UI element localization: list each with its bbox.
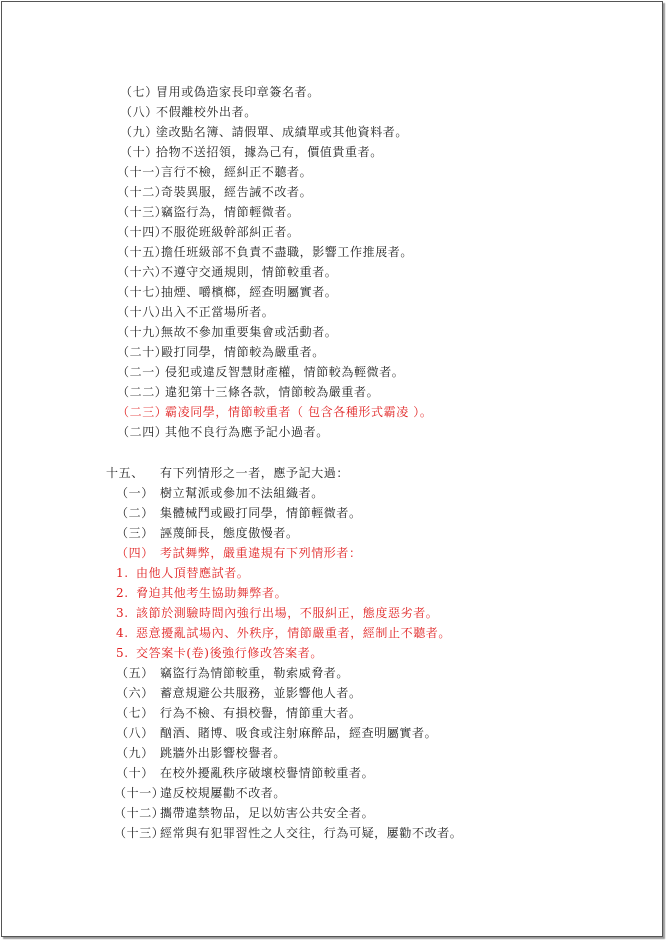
list-item: [116, 503, 362, 523]
list-item: [114, 803, 374, 823]
item-label: （八）: [116, 726, 154, 740]
list-item: [116, 703, 362, 723]
item-label: （二三）: [117, 405, 168, 419]
item-label: （三）: [116, 526, 154, 540]
item-text: 經常與有犯罪習性之人交往，行為可疑，屢勸不改者。: [160, 826, 463, 840]
item-text: 塗改點名簿、請假單、成績單或其他資料者。: [156, 125, 409, 139]
list-item: [120, 82, 320, 102]
list-item: [117, 202, 300, 222]
section-heading: [106, 463, 349, 483]
list-item: [117, 162, 312, 182]
list-item: [117, 222, 300, 242]
item-label: （十一）: [117, 165, 168, 179]
list-item: [120, 142, 383, 162]
item-text: 集體械鬥或毆打同學，情節輕微者。: [160, 506, 362, 520]
item-label: （七）: [116, 706, 154, 720]
item-label: 2.: [116, 586, 129, 600]
item-text: 誣蔑師長，態度傲慢者。: [160, 526, 299, 540]
item-label: （九）: [120, 125, 158, 139]
list-item: [116, 683, 362, 703]
item-label: （八）: [120, 105, 158, 119]
item-label: （十三）: [117, 205, 168, 219]
item-label: （十七）: [117, 285, 168, 299]
list-item: [116, 723, 437, 743]
item-text: 由他人頂替應試者。: [136, 566, 250, 580]
item-text: 該節於測驗時間內強行出場，不服糾正，態度惡劣者。: [136, 606, 439, 620]
list-item: [114, 823, 462, 843]
item-label: （二）: [116, 506, 154, 520]
list-item: [117, 182, 312, 202]
item-label: （十六）: [117, 265, 168, 279]
item-text: 酗酒、賭博、吸食或注射麻醉品，經查明屬實者。: [160, 726, 438, 740]
list-item: [117, 302, 274, 322]
list-item: [117, 242, 413, 262]
item-text: 竊盜行為，情節輕微者。: [161, 205, 300, 219]
item-text: 脅迫其他考生協助舞弊者。: [136, 586, 288, 600]
item-label: （二四）: [117, 425, 168, 439]
item-text: 拾物不送招領，據為己有，價值貴重者。: [156, 145, 383, 159]
item-text: 違犯第十三條各款，情節較為嚴重者。: [165, 385, 380, 399]
item-text: 蓄意規避公共服務，並影響他人者。: [160, 686, 362, 700]
item-text: 不假離校外出者。: [156, 105, 257, 119]
list-item: [117, 382, 379, 402]
item-label: 4.: [116, 626, 129, 640]
item-label: （十三）: [114, 826, 165, 840]
item-text: 違反校規屢勸不改者。: [160, 786, 287, 800]
list-item: [116, 523, 299, 543]
item-label: （十）: [120, 145, 158, 159]
item-label: （五）: [116, 666, 154, 680]
sub-list-item: [116, 643, 323, 663]
list-item: [120, 122, 408, 142]
list-item-highlighted: [117, 402, 432, 422]
list-item: [120, 102, 257, 122]
item-text: 行為不檢、有損校譽，情節重大者。: [160, 706, 362, 720]
list-item: [116, 483, 324, 503]
list-item: [114, 783, 286, 803]
item-label: （十一）: [114, 786, 165, 800]
item-label: （十四）: [117, 225, 168, 239]
item-text: 冒用或偽造家長印章簽名者。: [156, 85, 320, 99]
item-label: （十五）: [117, 245, 168, 259]
item-label: 1.: [116, 566, 129, 580]
list-item: [117, 362, 404, 382]
item-text: 在校外擾亂秩序破壞校譽情節較重者。: [160, 766, 375, 780]
list-item: [116, 763, 374, 783]
item-text: 毆打同學，情節較為嚴重者。: [161, 345, 325, 359]
list-item: [117, 282, 337, 302]
list-item: [117, 422, 329, 442]
item-label: （二一）: [117, 365, 168, 379]
item-text: 考試舞弊，嚴重違規有下列情形者：: [160, 546, 362, 560]
item-label: （六）: [116, 686, 154, 700]
item-text: 交答案卡(卷)後強行修改答案者。: [136, 646, 323, 660]
item-label: （十八）: [117, 305, 168, 319]
sub-list-item: [116, 563, 249, 583]
item-label: （十二）: [117, 185, 168, 199]
heading-label: 十五、: [106, 466, 144, 480]
item-label: （十二）: [114, 806, 165, 820]
item-label: （二十）: [117, 345, 168, 359]
item-label: （七）: [120, 85, 158, 99]
heading-text: 有下列情形之一者，應予記大過：: [160, 466, 350, 480]
item-label: （四）: [116, 546, 154, 560]
item-text: 言行不檢，經糾正不聽者。: [161, 165, 313, 179]
item-text: 惡意擾亂試場內、外秩序，情節嚴重者，經制止不聽者。: [136, 626, 452, 640]
item-label: 3.: [116, 606, 129, 620]
item-label: （九）: [116, 746, 154, 760]
item-text: 其他不良行為應予記小過者。: [165, 425, 329, 439]
item-label: （十）: [116, 766, 154, 780]
item-text: 攜帶違禁物品，足以妨害公共安全者。: [160, 806, 375, 820]
item-text: 出入不正當場所者。: [161, 305, 275, 319]
list-item: [117, 262, 337, 282]
list-item: [116, 743, 286, 763]
item-label: （一）: [116, 486, 154, 500]
item-text: 跳牆外出影響校譽者。: [160, 746, 287, 760]
item-text: 無故不參加重要集會或活動者。: [161, 325, 338, 339]
item-text: 侵犯或違反智慧財產權，情節較為輕微者。: [165, 365, 405, 379]
item-text: 霸凌同學，情節較重者（ 包含各種形式霸凌 ）。: [165, 405, 433, 419]
list-item: [117, 342, 325, 362]
item-label: （二二）: [117, 385, 168, 399]
sub-list-item: [116, 583, 287, 603]
item-text: 擔任班級部不負責不盡職，影響工作推展者。: [161, 245, 414, 259]
item-text: 奇裝異服，經告誡不改者。: [161, 185, 313, 199]
item-text: 抽煙、嚼檳榔，經查明屬實者。: [161, 285, 338, 299]
item-label: 5.: [116, 646, 129, 660]
list-item-highlighted: [116, 543, 362, 563]
item-text: 不遵守交通規則，情節較重者。: [161, 265, 338, 279]
item-text: 不服從班級幹部糾正者。: [161, 225, 300, 239]
sub-list-item: [116, 623, 451, 643]
document-page: [1, 1, 663, 937]
sub-list-item: [116, 603, 438, 623]
list-item: [117, 322, 337, 342]
item-label: （十九）: [117, 325, 168, 339]
item-text: 樹立幫派或參加不法組織者。: [160, 486, 324, 500]
item-text: 竊盜行為情節較重，勒索威脅者。: [160, 666, 350, 680]
list-item: [116, 663, 349, 683]
